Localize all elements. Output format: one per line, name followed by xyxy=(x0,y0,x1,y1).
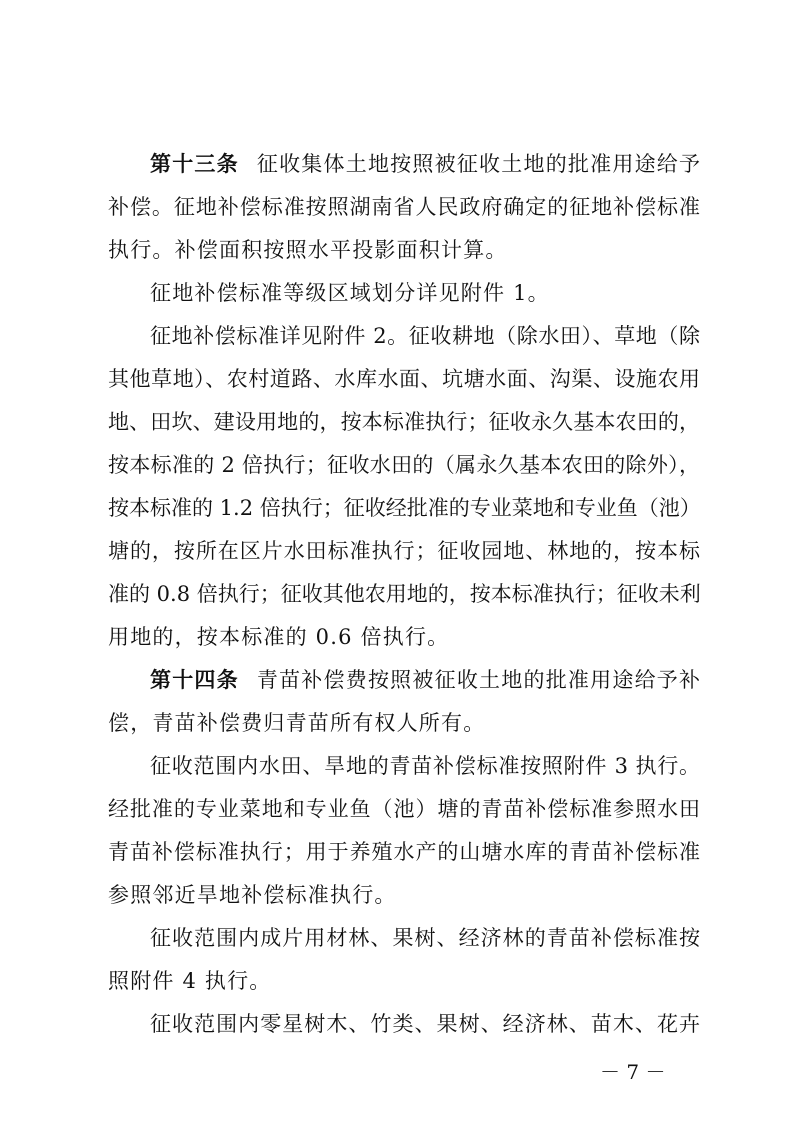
article14-para2-line-1: 征收范围内水田、旱地的青苗补偿标准按照附件 3 执行。 xyxy=(150,754,700,778)
article14-line-1-text: 青苗补偿费按照被征收土地的批准用途给予补 xyxy=(256,668,701,692)
article13-para3-line-5: 按本标准的 1.2 倍执行；征收经批准的专业菜地和专业鱼（池） xyxy=(108,496,701,520)
article13-line-2: 补偿。征地补偿标准按照湖南省人民政府确定的征地补偿标准 xyxy=(108,195,700,219)
article13-para3-line-1: 征地补偿标准详见附件 2。征收耕地（除水田）、草地（除 xyxy=(150,324,700,348)
article14-title: 第十四条 xyxy=(150,667,239,692)
article13-para3-line-3: 地、田坎、建设用地的，按本标准执行；征收永久基本农田的， xyxy=(108,410,700,434)
article13-para3-line-7: 准的 0.8 倍执行；征收其他农用地的，按本标准执行；征收未利 xyxy=(108,582,701,606)
article14-para2-line-2: 经批准的专业菜地和专业鱼（池）塘的青苗补偿标准参照水田 xyxy=(108,797,700,821)
article14-para3-line-2: 照附件 4 执行。 xyxy=(108,969,272,993)
article14-para2-line-3: 青苗补偿标准执行；用于养殖水产的山塘水库的青苗补偿标准 xyxy=(108,840,700,864)
article13-para3-line-2: 其他草地）、农村道路、水库水面、坑塘水面、沟渠、设施农用 xyxy=(108,367,700,391)
article14-para2-line-4: 参照邻近旱地补偿标准执行。 xyxy=(108,883,397,907)
article14-para3-line-1: 征收范围内成片用材林、果树、经济林的青苗补偿标准按 xyxy=(150,926,700,950)
article14-line-2: 偿，青苗补偿费归青苗所有权人所有。 xyxy=(108,711,486,735)
article13-para3-line-6: 塘的，按所在区片水田标准执行；征收园地、林地的，按本标 xyxy=(108,539,700,563)
article14-line-1 xyxy=(150,668,700,692)
article14-para4: 征收范围内零星树木、竹类、果树、经济林、苗木、花卉 xyxy=(150,1012,700,1036)
article13-line-1 xyxy=(150,152,700,176)
article13-para3-line-8: 用地的，按本标准的 0.6 倍执行。 xyxy=(108,625,450,649)
article13-title: 第十三条 xyxy=(150,151,239,176)
article13-para3-line-4: 按本标准的 2 倍执行；征收水田的（属永久基本农田的除外）， xyxy=(108,453,700,477)
article13-line-1-text: 征收集体土地按照被征收土地的批准用途给予 xyxy=(256,152,701,176)
page-number: － 7 － xyxy=(600,1060,666,1084)
article13-line-3: 执行。补偿面积按照水平投影面积计算。 xyxy=(108,238,508,262)
article13-para2: 征地补偿标准等级区域划分详见附件 1。 xyxy=(150,281,550,305)
